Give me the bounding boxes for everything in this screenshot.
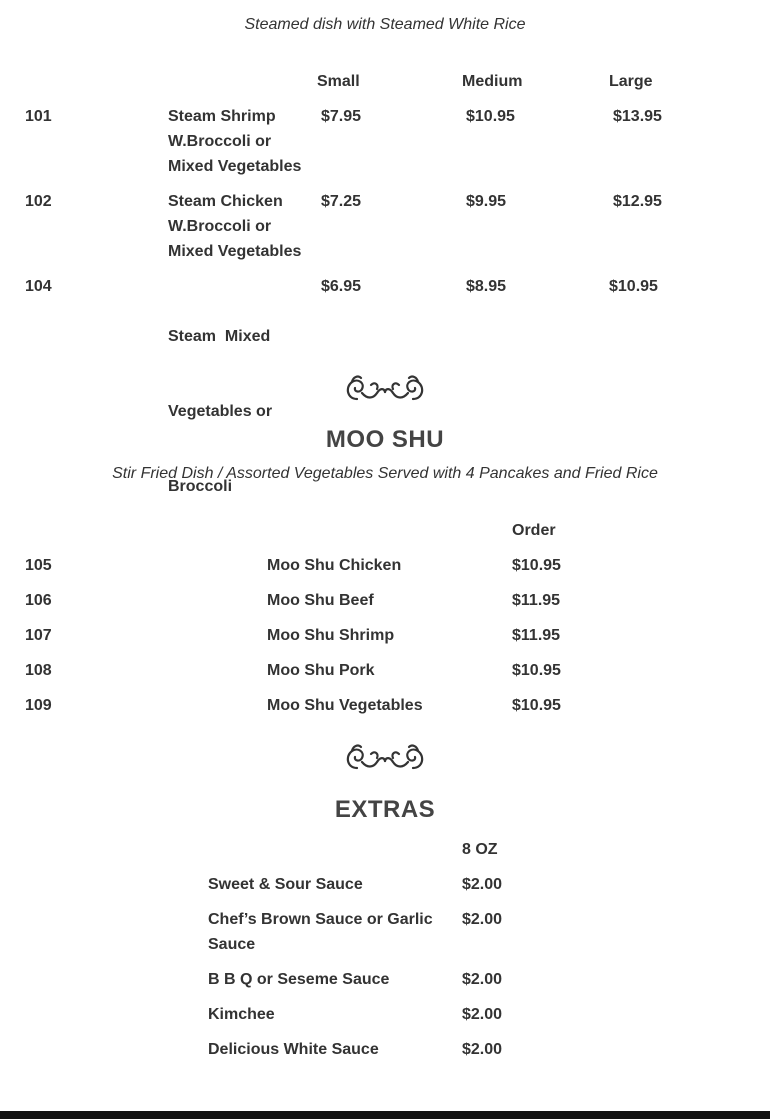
column-header-small: Small xyxy=(317,73,360,90)
item-number: 104 xyxy=(25,278,52,295)
extra-name: Sweet & Sour Sauce xyxy=(208,876,363,893)
item-name: Moo Shu Pork xyxy=(267,662,375,679)
item-name: Moo Shu Chicken xyxy=(267,557,402,574)
item-name xyxy=(168,104,301,179)
item-name xyxy=(168,189,301,264)
extra-name: Delicious White Sauce xyxy=(208,1041,379,1058)
item-name-line: Broccoli xyxy=(168,478,233,495)
item-number: 109 xyxy=(25,697,52,714)
item-name-line: Mixed Vegetables xyxy=(168,158,302,175)
item-number: 102 xyxy=(25,193,52,210)
ornament-divider-icon xyxy=(343,373,427,403)
price-medium: $8.95 xyxy=(466,278,507,295)
price-order: $10.95 xyxy=(512,557,561,574)
price-order: $11.95 xyxy=(512,627,561,644)
price-order: $10.95 xyxy=(512,697,561,714)
extra-price: $2.00 xyxy=(462,876,503,893)
column-header-large: Large xyxy=(609,73,653,90)
item-name-line: W.Broccoli or xyxy=(168,133,272,150)
item-name-line: Vegetables or xyxy=(168,403,273,420)
item-name: Moo Shu Beef xyxy=(267,592,374,609)
item-number: 105 xyxy=(25,557,52,574)
price-large: $13.95 xyxy=(613,108,662,125)
extra-price: $2.00 xyxy=(462,1006,503,1023)
item-name-line: W.Broccoli or xyxy=(168,218,272,235)
column-header-size: 8 OZ xyxy=(462,841,498,858)
section-title-extras: EXTRAS xyxy=(334,796,436,823)
extra-name: Kimchee xyxy=(208,1006,275,1023)
extra-price: $2.00 xyxy=(462,911,503,928)
extra-price: $2.00 xyxy=(462,1041,503,1058)
item-name xyxy=(168,274,272,524)
moo-shu-subtitle: Stir Fried Dish / Assorted Vegetables Served with 4 Pancakes and Fried Rice xyxy=(112,465,658,482)
price-order: $10.95 xyxy=(512,662,561,679)
extra-name-line: Sauce xyxy=(208,936,256,953)
extra-name: B B Q or Seseme Sauce xyxy=(208,971,390,988)
item-name-line: Steam Chicken xyxy=(168,193,283,210)
price-large: $10.95 xyxy=(609,278,658,295)
item-number: 108 xyxy=(25,662,52,679)
ornament-divider-icon xyxy=(343,742,427,772)
price-small: $7.95 xyxy=(321,108,362,125)
price-small: $6.95 xyxy=(321,278,362,295)
section-title-moo-shu: MOO SHU xyxy=(325,426,445,453)
price-order: $11.95 xyxy=(512,592,561,609)
item-number: 107 xyxy=(25,627,52,644)
extra-name xyxy=(208,907,433,957)
price-medium: $10.95 xyxy=(466,108,515,125)
item-name: Moo Shu Vegetables xyxy=(267,697,423,714)
price-small: $7.25 xyxy=(321,193,362,210)
column-header-medium: Medium xyxy=(462,73,523,90)
extra-name-line: Chef’s Brown Sauce or Garlic xyxy=(208,911,433,928)
bottom-bar xyxy=(0,1111,770,1119)
column-header-order: Order xyxy=(512,522,556,539)
item-name-line: Steam Mixed xyxy=(168,328,271,345)
item-number: 101 xyxy=(25,108,52,125)
steamed-subtitle: Steamed dish with Steamed White Rice xyxy=(244,16,526,33)
extra-price: $2.00 xyxy=(462,971,503,988)
item-name: Moo Shu Shrimp xyxy=(267,627,395,644)
item-number: 106 xyxy=(25,592,52,609)
price-large: $12.95 xyxy=(613,193,662,210)
price-medium: $9.95 xyxy=(466,193,507,210)
item-name-line: Steam Shrimp xyxy=(168,108,276,125)
item-name-line: Mixed Vegetables xyxy=(168,243,302,260)
